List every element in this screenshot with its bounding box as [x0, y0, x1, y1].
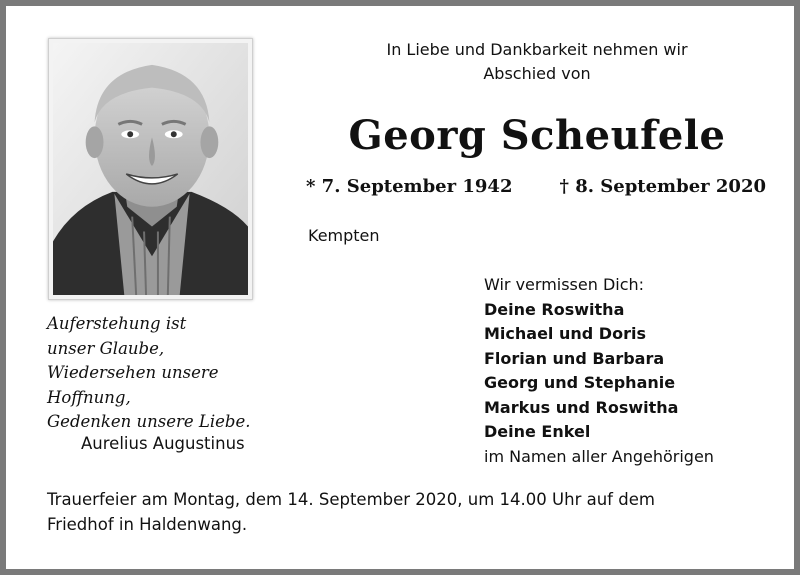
place-of-residence: Kempten	[308, 226, 380, 245]
quote-line: Auferstehung ist	[47, 314, 187, 333]
death-date: † 8. September 2020	[559, 176, 766, 197]
portrait-photo	[48, 38, 253, 300]
funeral-line-2: Friedhof in Haldenwang.	[47, 514, 248, 534]
memorial-quote	[47, 312, 297, 435]
birth-date: * 7. September 1942	[306, 176, 513, 197]
mourner-name: Georg und Stephanie	[484, 373, 676, 392]
funeral-notice	[47, 488, 755, 537]
intro-text	[296, 38, 778, 86]
obituary-card	[6, 6, 794, 569]
mourner-name: Deine Roswitha	[484, 299, 625, 319]
mourners-heading: Wir vermissen Dich:	[484, 275, 645, 294]
life-dates	[306, 175, 766, 199]
intro-line-2: Abschied von	[483, 64, 591, 83]
mourner-name: Florian und Barbara	[484, 348, 665, 368]
funeral-line-1: Trauerfeier am Montag, dem 14. September 2020, um 14.00 Uhr auf dem	[47, 490, 655, 509]
quote-author: Aurelius Augustinus	[81, 434, 245, 453]
mourner-name: Markus und Roswitha	[484, 397, 679, 417]
deceased-name: Georg Scheufele	[348, 112, 726, 159]
mourners-block	[484, 273, 714, 469]
mourners-footer: im Namen aller Angehörigen	[484, 446, 714, 466]
quote-line: Gedenken unsere Liebe.	[47, 412, 251, 431]
quote-line: Wiedersehen unsere	[47, 363, 219, 382]
mourner-name: Michael und Doris	[484, 324, 646, 343]
intro-line-1: In Liebe und Dankbarkeit nehmen wir	[386, 40, 688, 59]
quote-line: Hoffnung,	[47, 387, 131, 407]
portrait-image	[53, 43, 248, 295]
quote-line: unser Glaube,	[47, 338, 165, 358]
mourner-name: Deine Enkel	[484, 422, 591, 441]
